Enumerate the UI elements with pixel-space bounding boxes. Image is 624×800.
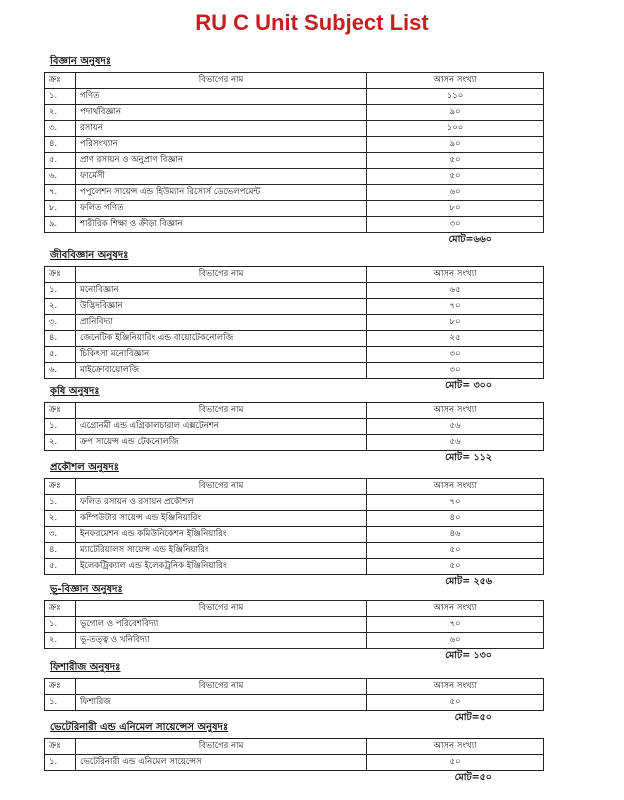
seats-cell: ৭০ <box>367 617 544 633</box>
column-header-seats: আসন সংখ্যা <box>367 479 544 495</box>
column-header-department: বিভাগের নাম <box>76 601 367 617</box>
seats-cell: ৬০ <box>367 633 544 649</box>
seats-cell: ৫০ <box>367 153 544 169</box>
serial-cell: ১. <box>45 495 76 511</box>
department-cell: ভূ-তত্ত্ব ও খনিবিদ্যা <box>76 633 367 649</box>
total-seats: মোট= ৩০০ <box>445 380 492 391</box>
column-header-seats: আসন সংখ্যা <box>367 679 544 695</box>
table-header-row <box>45 403 544 419</box>
table-row <box>45 435 544 451</box>
seats-cell: ৯০ <box>367 105 544 121</box>
department-cell: রসায়ন <box>76 121 367 137</box>
faculty-title: জীববিজ্ঞান অনুষদঃ <box>50 250 129 261</box>
department-cell: ভেটেরিনারী এন্ড এনিমেল সায়েন্সেস <box>76 755 367 771</box>
column-header-department: বিভাগের নাম <box>76 267 367 283</box>
department-cell: পদার্থবিজ্ঞান <box>76 105 367 121</box>
serial-cell: ৪. <box>45 331 76 347</box>
table-row <box>45 283 544 299</box>
column-header-serial: ক্রঃ <box>45 403 76 419</box>
table-header-row <box>45 267 544 283</box>
table-header-row <box>45 479 544 495</box>
column-header-serial: ক্রঃ <box>45 679 76 695</box>
seats-cell: ৫৬ <box>367 435 544 451</box>
subject-table <box>44 402 544 451</box>
column-header-seats: আসন সংখ্যা <box>367 601 544 617</box>
seats-cell: ৫০ <box>367 695 544 711</box>
table-row <box>45 363 544 379</box>
table-row <box>45 527 544 543</box>
seats-cell: ৫০ <box>367 169 544 185</box>
department-cell: ফার্মেসী <box>76 169 367 185</box>
seats-cell: ৫০ <box>367 559 544 575</box>
column-header-serial: ক্রঃ <box>45 601 76 617</box>
department-cell: ম্যাটেরিয়ালস সায়েন্স এন্ড ইঞ্জিনিয়ারিং <box>76 543 367 559</box>
table-header-row <box>45 73 544 89</box>
total-seats: মোট=৫০ <box>454 772 492 783</box>
serial-cell: ৬. <box>45 169 76 185</box>
seats-cell: ১০০ <box>367 121 544 137</box>
column-header-seats: আসন সংখ্যা <box>367 73 544 89</box>
seats-cell: ৩০ <box>367 217 544 233</box>
seats-cell: ৩০ <box>367 347 544 363</box>
column-header-seats: আসন সংখ্যা <box>367 267 544 283</box>
column-header-serial: ক্রঃ <box>45 73 76 89</box>
department-cell: কম্পিউটার সায়েন্স এন্ড ইঞ্জিনিয়ারিং <box>76 511 367 527</box>
seats-cell: ৮০ <box>367 201 544 217</box>
table-row <box>45 511 544 527</box>
faculty-title: কৃষি অনুষদঃ <box>50 386 100 397</box>
department-cell: শারীরিক শিক্ষা ও ক্রীড়া বিজ্ঞান <box>76 217 367 233</box>
faculty-section <box>44 386 544 464</box>
table-header-row <box>45 739 544 755</box>
seats-cell: ৮০ <box>367 315 544 331</box>
serial-cell: ২. <box>45 511 76 527</box>
serial-cell: ১. <box>45 617 76 633</box>
table-row <box>45 419 544 435</box>
faculty-section <box>44 56 544 246</box>
table-row <box>45 121 544 137</box>
department-cell: ফলিত গণিত <box>76 201 367 217</box>
serial-cell: ৩. <box>45 527 76 543</box>
table-row <box>45 617 544 633</box>
department-cell: প্রানিবিদ্যা <box>76 315 367 331</box>
column-header-serial: ক্রঃ <box>45 267 76 283</box>
serial-cell: ২. <box>45 435 76 451</box>
column-header-serial: ক্রঃ <box>45 739 76 755</box>
department-cell: গণিত <box>76 89 367 105</box>
department-cell: পপুলেশন সায়েন্স এন্ড হিউম্যান রিসোর্স ডেভেলপমেন্ট <box>76 185 367 201</box>
table-row <box>45 217 544 233</box>
table-row <box>45 495 544 511</box>
subject-table <box>44 266 544 379</box>
department-cell: ভূগোল ও পরিবেশবিদ্যা <box>76 617 367 633</box>
table-row <box>45 315 544 331</box>
serial-cell: ৬. <box>45 363 76 379</box>
table-row <box>45 169 544 185</box>
serial-cell: ১. <box>45 283 76 299</box>
total-seats: মোট= ১৩০ <box>445 650 492 661</box>
serial-cell: ৫. <box>45 153 76 169</box>
total-seats: মোট=৬৬০ <box>448 234 492 245</box>
serial-cell: ৩. <box>45 121 76 137</box>
column-header-seats: আসন সংখ্যা <box>367 403 544 419</box>
column-header-department: বিভাগের নাম <box>76 479 367 495</box>
seats-cell: ৪৬ <box>367 527 544 543</box>
table-row <box>45 633 544 649</box>
seats-cell: ৩০ <box>367 363 544 379</box>
serial-cell: ৭. <box>45 185 76 201</box>
department-cell: ফিশারিজ <box>76 695 367 711</box>
serial-cell: ১. <box>45 695 76 711</box>
table-row <box>45 695 544 711</box>
subject-table <box>44 600 544 649</box>
department-cell: মনোবিজ্ঞান <box>76 283 367 299</box>
seats-cell: ৭০ <box>367 299 544 315</box>
column-header-serial: ক্রঃ <box>45 479 76 495</box>
column-header-department: বিভাগের নাম <box>76 403 367 419</box>
total-seats: মোট=৫০ <box>454 712 492 723</box>
serial-cell: ১. <box>45 419 76 435</box>
department-cell: উদ্ভিদবিজ্ঞান <box>76 299 367 315</box>
column-header-seats: আসন সংখ্যা <box>367 739 544 755</box>
serial-cell: ৫. <box>45 559 76 575</box>
table-row <box>45 755 544 771</box>
subject-table <box>44 738 544 771</box>
serial-cell: ৫. <box>45 347 76 363</box>
table-row <box>45 137 544 153</box>
faculty-title: বিজ্ঞান অনুষদঃ <box>50 56 112 67</box>
table-row <box>45 559 544 575</box>
department-cell: প্রাণ রসায়ন ও অনুপ্রাণ বিজ্ঞান <box>76 153 367 169</box>
serial-cell: ৮. <box>45 201 76 217</box>
table-row <box>45 543 544 559</box>
faculty-title: ভূ-বিজ্ঞান অনুষদঃ <box>50 584 123 595</box>
serial-cell: ৪. <box>45 137 76 153</box>
seats-cell: ৫০ <box>367 755 544 771</box>
seats-cell: ১১০ <box>367 89 544 105</box>
department-cell: চিকিৎসা মনোবিজ্ঞান <box>76 347 367 363</box>
faculty-title: ফিশারীজ অনুষদঃ <box>50 662 121 673</box>
table-row <box>45 185 544 201</box>
serial-cell: ২. <box>45 105 76 121</box>
faculty-section <box>44 584 544 662</box>
serial-cell: ১. <box>45 755 76 771</box>
faculty-title: প্রকৌশল অনুষদঃ <box>50 462 119 473</box>
subject-table <box>44 72 544 233</box>
table-row <box>45 105 544 121</box>
seats-cell: ২৫ <box>367 331 544 347</box>
serial-cell: ৯. <box>45 217 76 233</box>
department-cell: জেনেটিক ইঞ্জিনিয়ারিং এন্ড বায়োটেকনোলজি <box>76 331 367 347</box>
seats-cell: ৫০ <box>367 543 544 559</box>
table-row <box>45 299 544 315</box>
subject-table <box>44 678 544 711</box>
seats-cell: ৬৫ <box>367 283 544 299</box>
serial-cell: ২. <box>45 633 76 649</box>
department-cell: ফলিত রসায়ন ও রসায়ন প্রকৌশল <box>76 495 367 511</box>
table-header-row <box>45 601 544 617</box>
seats-cell: ৬০ <box>367 185 544 201</box>
table-row <box>45 89 544 105</box>
table-header-row <box>45 679 544 695</box>
faculty-section <box>44 722 544 784</box>
column-header-department: বিভাগের নাম <box>76 73 367 89</box>
serial-cell: ৪. <box>45 543 76 559</box>
table-row <box>45 153 544 169</box>
serial-cell: ৩. <box>45 315 76 331</box>
faculty-title: ভেটেরিনারী এন্ড এনিমেল সায়েন্সেস অনুষদঃ <box>50 722 229 733</box>
department-cell: মাইক্রোবায়োলজি <box>76 363 367 379</box>
serial-cell: ২. <box>45 299 76 315</box>
faculty-section <box>44 662 544 724</box>
column-header-department: বিভাগের নাম <box>76 739 367 755</box>
department-cell: পরিসংখ্যান <box>76 137 367 153</box>
table-row <box>45 347 544 363</box>
department-cell: এগ্রোনমী এন্ড এগ্রিকালচারাল এক্সটেনশন <box>76 419 367 435</box>
faculty-section <box>44 462 544 588</box>
department-cell: ইনফরমেশন এন্ড কমিউনিকেশন ইঞ্জিনিয়ারিং <box>76 527 367 543</box>
table-row <box>45 331 544 347</box>
total-seats: মোট= ১১২ <box>445 452 492 463</box>
page-title: RU C Unit Subject List <box>195 10 429 35</box>
department-cell: ক্রপ সায়েন্স এন্ড টেকনোলজি <box>76 435 367 451</box>
faculty-section <box>44 250 544 392</box>
seats-cell: ৭০ <box>367 495 544 511</box>
serial-cell: ১. <box>45 89 76 105</box>
seats-cell: ৫৬ <box>367 419 544 435</box>
total-seats: মোট= ২৫৬ <box>445 576 492 587</box>
department-cell: ইলেকট্রিক্যাল এন্ড ইলেকট্রনিক ইঞ্জিনিয়ারিং <box>76 559 367 575</box>
seats-cell: ৯০ <box>367 137 544 153</box>
seats-cell: ৪০ <box>367 511 544 527</box>
table-row <box>45 201 544 217</box>
subject-table <box>44 478 544 575</box>
column-header-department: বিভাগের নাম <box>76 679 367 695</box>
